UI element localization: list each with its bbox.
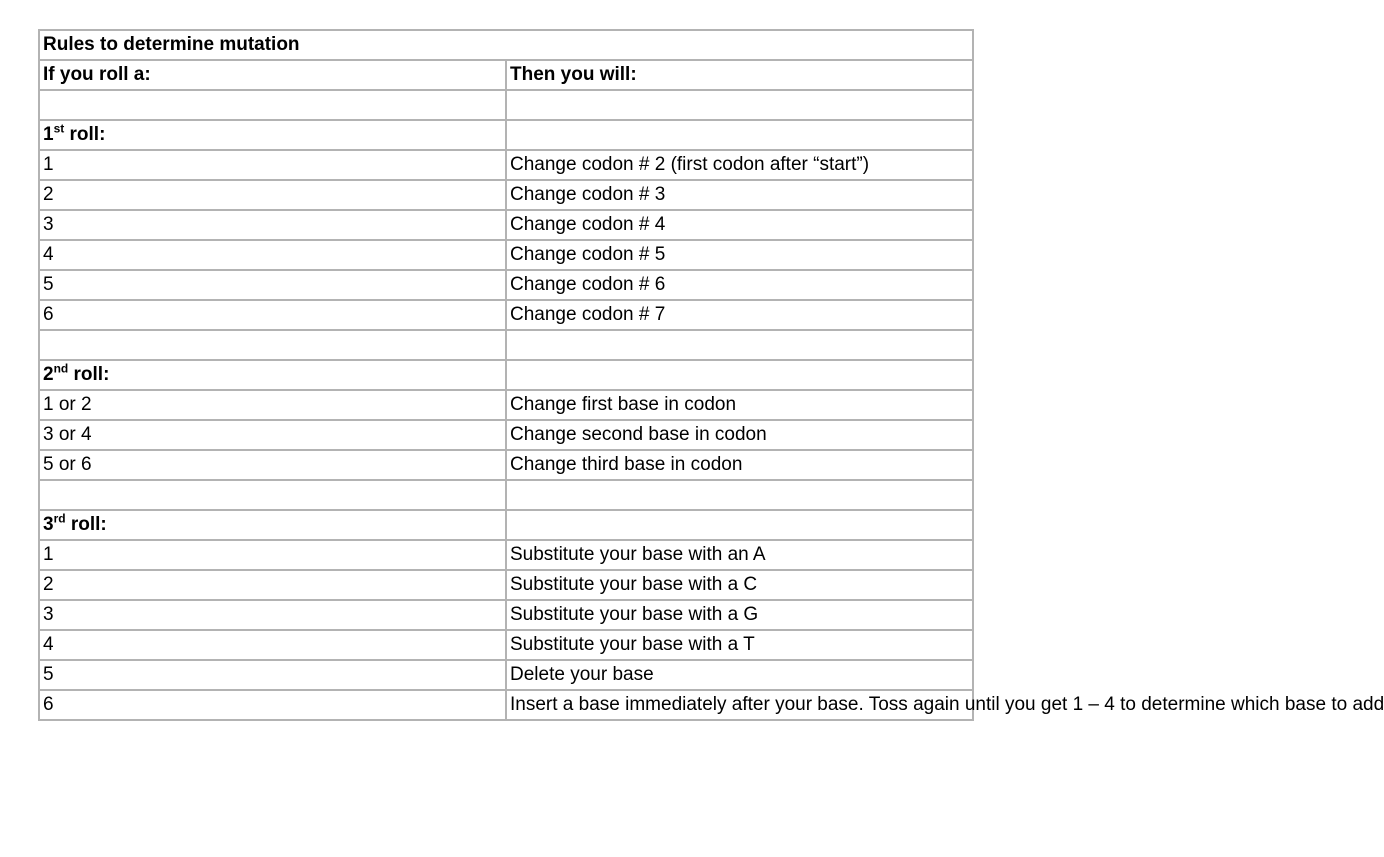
table-row — [39, 690, 973, 720]
action-text: Insert a base immediately after your base. Toss again until you get 1 – 4 to determine which base to add — [506, 690, 973, 720]
blank-cell — [39, 480, 506, 510]
table-row — [39, 540, 973, 570]
section-label-text: roll: — [64, 124, 106, 145]
roll-value: 1 — [39, 150, 506, 180]
section-label-text: roll: — [68, 364, 110, 385]
action-text: Change first base in codon — [506, 390, 973, 420]
action-text: Change codon # 7 — [506, 300, 973, 330]
action-text: Change codon # 6 — [506, 270, 973, 300]
blank-cell — [39, 330, 506, 360]
rules-table-body — [39, 30, 1384, 720]
table-row — [39, 240, 973, 270]
section-label-row — [39, 120, 973, 150]
section-label — [39, 360, 506, 390]
table-row — [39, 630, 973, 660]
section-label-suffix: st — [53, 121, 65, 136]
blank-cell — [506, 360, 973, 390]
mutation-rules-table — [38, 29, 1384, 721]
roll-value: 6 — [39, 300, 506, 330]
action-text: Change codon # 4 — [506, 210, 973, 240]
roll-value: 3 — [39, 600, 506, 630]
roll-value: 5 — [39, 660, 506, 690]
roll-value: 5 or 6 — [39, 450, 506, 480]
section-label-number: 3 — [43, 514, 54, 535]
action-text: Change codon # 3 — [506, 180, 973, 210]
section-label-number: 2 — [43, 364, 54, 385]
table-row — [39, 300, 973, 330]
action-text: Change third base in codon — [506, 450, 973, 480]
action-text: Substitute your base with a G — [506, 600, 973, 630]
section-label-row — [39, 360, 973, 390]
roll-value: 4 — [39, 240, 506, 270]
action-text: Substitute your base with a T — [506, 630, 973, 660]
roll-value: 4 — [39, 630, 506, 660]
table-row — [39, 450, 973, 480]
table-title: Rules to determine mutation — [39, 30, 973, 60]
table-row — [39, 420, 973, 450]
roll-value: 5 — [39, 270, 506, 300]
header-row — [39, 60, 973, 90]
blank-cell — [506, 90, 973, 120]
section-label-suffix: rd — [53, 511, 66, 526]
action-text: Change second base in codon — [506, 420, 973, 450]
blank-cell — [506, 120, 973, 150]
table-row — [39, 150, 973, 180]
table-row — [39, 570, 973, 600]
blank-cell — [506, 510, 973, 540]
section-label-number: 1 — [43, 124, 54, 145]
section-label-text: roll: — [65, 514, 107, 535]
table-row — [39, 270, 973, 300]
roll-value: 3 — [39, 210, 506, 240]
title-row — [39, 30, 973, 60]
roll-value: 3 or 4 — [39, 420, 506, 450]
table-row — [39, 390, 973, 420]
table-row — [39, 600, 973, 630]
blank-row — [39, 90, 973, 120]
roll-value: 1 or 2 — [39, 390, 506, 420]
table-row — [39, 180, 973, 210]
section-label — [39, 510, 506, 540]
roll-value: 1 — [39, 540, 506, 570]
table-row — [39, 660, 973, 690]
blank-cell — [39, 90, 506, 120]
section-label-row — [39, 510, 973, 540]
action-text: Change codon # 5 — [506, 240, 973, 270]
roll-value: 2 — [39, 180, 506, 210]
roll-value: 6 — [39, 690, 506, 720]
action-text: Change codon # 2 (first codon after “start”) — [506, 150, 973, 180]
blank-cell — [506, 480, 973, 510]
section-label — [39, 120, 506, 150]
table-row — [39, 210, 973, 240]
blank-row — [39, 480, 973, 510]
header-action: Then you will: — [506, 60, 973, 90]
action-text: Delete your base — [506, 660, 973, 690]
action-text: Substitute your base with an A — [506, 540, 973, 570]
blank-row — [39, 330, 973, 360]
blank-cell — [506, 330, 973, 360]
action-text: Substitute your base with a C — [506, 570, 973, 600]
roll-value: 2 — [39, 570, 506, 600]
header-roll: If you roll a: — [39, 60, 506, 90]
section-label-suffix: nd — [53, 361, 69, 376]
